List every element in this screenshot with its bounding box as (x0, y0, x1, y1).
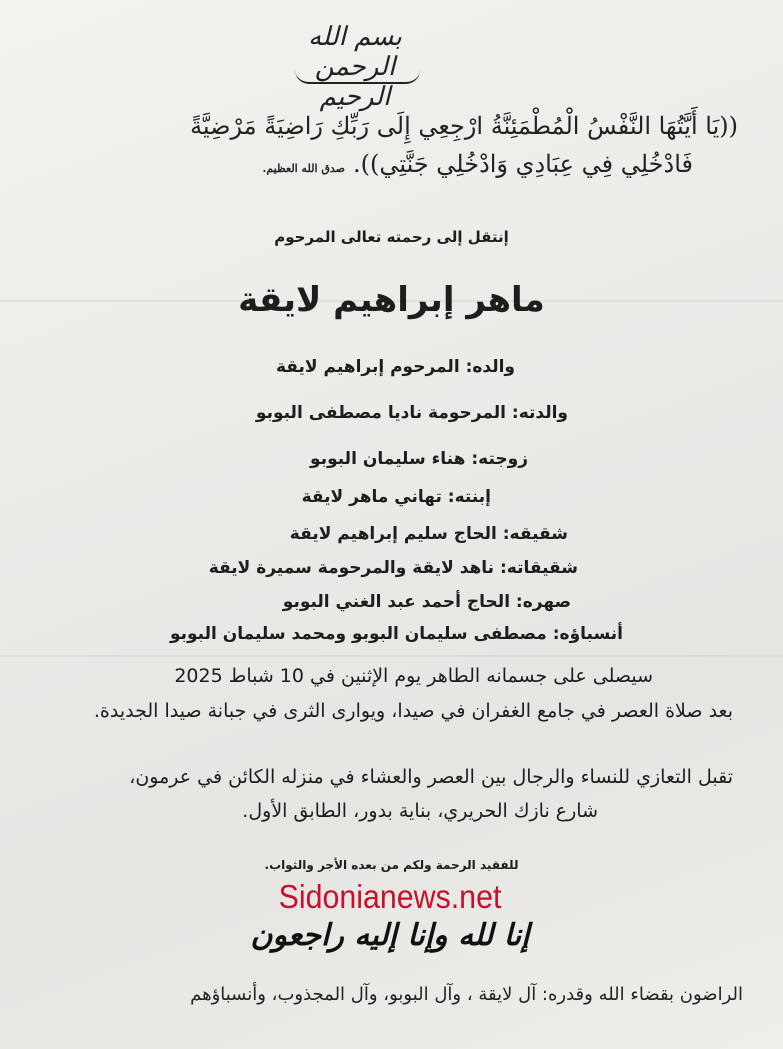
verse-attribution: صدق الله العظيم. (262, 162, 345, 175)
verse-line-2-text: فَادْخُلِي فِي عِبَادِي وَادْخُلِي جَنَّتِي)). (352, 150, 693, 178)
relative-mother: والدته: المرحومة ناديا مصطفى البوبو (255, 403, 568, 423)
verse-line-2 (40, 150, 693, 178)
closing-verse-calligraphy: إنا لله وإنا إليه راجعون (250, 918, 530, 953)
relative-relatives: أنسباؤه: مصطفى سليمان البوبو ومحمد سليمان البوبو (169, 624, 623, 644)
verse-line-1: ((يَا أَيَّتُهَا النَّفْسُ الْمُطْمَئِنَّةُ ارْجِعِي إِلَى رَبِّكِ رَاضِيَةً مَرْضِيَّةً (190, 112, 738, 140)
basmala-calligraphy: بسم الله الرحمن الرحيم (308, 22, 402, 112)
relative-brother: شقيقه: الحاج سليم إبراهيم لايقة (289, 524, 568, 544)
relative-father: والده: المرحوم إبراهيم لايقة (276, 357, 515, 377)
paper-crease (0, 655, 783, 657)
relative-wife: زوجته: هناء سليمان البوبو (310, 449, 528, 469)
family-signoff: الراضون بقضاء الله وقدره: آل لايقة ، وآل البوبو، وآل المجذوب، وأنسباؤهم (190, 984, 743, 1005)
deceased-name: ماهر إبراهيم لايقة (238, 280, 545, 320)
funeral-line-1: سيصلى على جسمانه الطاهر يوم الإثنين في 10 شباط 2025 (174, 665, 653, 687)
funeral-line-2: بعد صلاة العصر في جامع الغفران في صيدا، ويوارى الثرى في جبانة صيدا الجديدة. (93, 700, 733, 722)
basmala-swash (295, 70, 420, 84)
watermark: Sidonianews.net (278, 878, 502, 915)
prayer-text: للفقيد الرحمة ولكم من بعده الأجر والثواب. (264, 858, 519, 872)
relative-daughter: إبنته: تهاني ماهر لايقة (301, 487, 491, 507)
relative-in-law: صهره: الحاج أحمد عبد الغني البوبو (282, 592, 571, 612)
condolences-line-2: شارع نازك الحريري، بناية بدور، الطابق الأول. (242, 800, 598, 822)
intro-text: إنتقل إلى رحمته تعالى المرحوم (274, 228, 509, 246)
relative-sisters: شقيقاته: ناهد لايقة والمرحومة سميرة لايقة (208, 558, 578, 578)
condolences-line-1: تقبل التعازي للنساء والرجال بين العصر والعشاء في منزله الكائن في عرمون، (129, 766, 733, 788)
